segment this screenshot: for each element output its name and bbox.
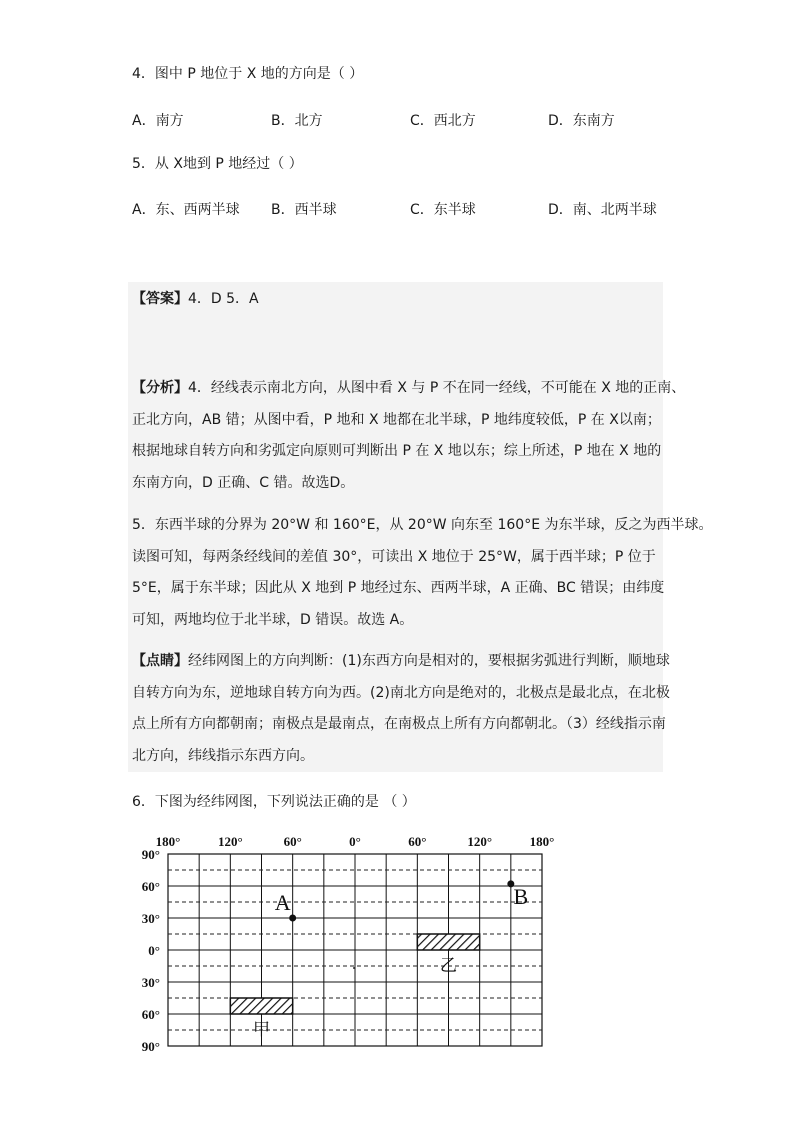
tip-label: 【点睛】 <box>132 653 188 669</box>
latitude-label: 0° <box>148 943 160 958</box>
longitude-label: 180° <box>155 834 181 849</box>
q4-stem: 4．图中 P 地位于 X 地的方向是（ ） <box>132 66 364 82</box>
point-a-label: A <box>274 890 291 915</box>
longitude-label: 120° <box>467 834 493 849</box>
tip-line: 点上所有方向都朝南；南极点是最南点，在南极点上所有方向都朝北。（3）经线指示南 <box>132 716 666 732</box>
longitude-label: 0° <box>349 834 361 849</box>
q4-option-d: D．东南方 <box>548 113 615 129</box>
q5-option-c: C．东半球 <box>410 202 476 218</box>
answer-label: 【答案】 <box>132 291 188 307</box>
latitude-label: 90° <box>141 847 160 862</box>
point-b-label: B <box>513 883 529 909</box>
longitude-label: 60° <box>408 834 427 849</box>
latitude-label: 60° <box>141 879 160 894</box>
area-yi <box>417 934 479 950</box>
analysis-q4-line: 东南方向，D 正确、C 错。故选D。 <box>132 474 355 491</box>
latitude-label: 30° <box>141 975 160 990</box>
q4-option-a: A．南方 <box>132 113 184 129</box>
tip <box>132 646 670 772</box>
stray-dot <box>353 967 355 969</box>
latitude-label: 90° <box>141 1039 160 1054</box>
tip-line: 北方向，纬线指示东西方向。 <box>132 747 314 764</box>
q4-option-b: B．北方 <box>271 113 323 129</box>
longitude-label: 60° <box>283 834 302 849</box>
analysis-q4 <box>132 373 686 499</box>
graticule-map <box>130 826 570 1058</box>
analysis-label: 【分析】 <box>132 380 188 396</box>
area-label: 乙 <box>440 956 457 975</box>
q6-stem: 6．下图为经纬网图，下列说法正确的是 （ ） <box>132 794 416 810</box>
analysis-q4-line: 正北方向，AB 错；从图中看，P 地和 X 地都在北半球，P 地纬度较低，P 在 X以南； <box>132 411 661 428</box>
analysis-q5 <box>132 510 713 636</box>
answer-line <box>132 289 259 309</box>
analysis-q4-line: 4．经线表示南北方向，从图中看 X 与 P 不在同一经线，不可能在 X 地的正南、 <box>188 380 686 396</box>
q4-option-c: C．西北方 <box>410 113 476 129</box>
longitude-label: 120° <box>217 834 243 849</box>
latitude-label: 60° <box>141 1007 160 1022</box>
longitude-label: 180° <box>529 834 555 849</box>
tip-line: 自转方向为东，逆地球自转方向为西。(2)南北方向是绝对的，北极点是最北点，在北极 <box>132 684 670 701</box>
area-label: 甲 <box>253 1020 270 1039</box>
area-jia <box>230 998 292 1014</box>
q5-stem: 5．从 X地到 P 地经过（ ） <box>132 156 303 172</box>
analysis-q5-line: 5°E，属于东半球；因此从 X 地到 P 地经过东、西两半球，A 正确、BC 错误；由纬度 <box>132 580 665 596</box>
answer-text: 4．D 5．A <box>188 291 259 307</box>
tip-line: 经纬网图上的方向判断：(1)东西方向是相对的，要根据劣弧进行判断，顺地球 <box>188 653 670 669</box>
q5-option-b: B．西半球 <box>271 202 337 218</box>
analysis-q4-line: 根据地球自转方向和劣弧定向原则可判断出 P 在 X 地以东；综上所述，P 地在 X 地的 <box>132 443 662 459</box>
analysis-q5-line: 5．东西半球的分界为 20°W 和 160°E，从 20°W 向东至 160°E 为东半球，反之为西半球。 <box>132 517 713 533</box>
point-a-marker <box>289 915 296 922</box>
analysis-q5-line: 读图可知，每两条经线间的差值 30°，可读出 X 地位于 25°W，属于西半球；P 位于 <box>132 548 656 565</box>
latitude-label: 30° <box>141 911 160 926</box>
analysis-q5-line: 可知，两地均位于北半球，D 错误。故选 A。 <box>132 611 414 628</box>
q5-option-a: A．东、西两半球 <box>132 202 240 218</box>
q5-option-d: D．南、北两半球 <box>548 202 657 218</box>
